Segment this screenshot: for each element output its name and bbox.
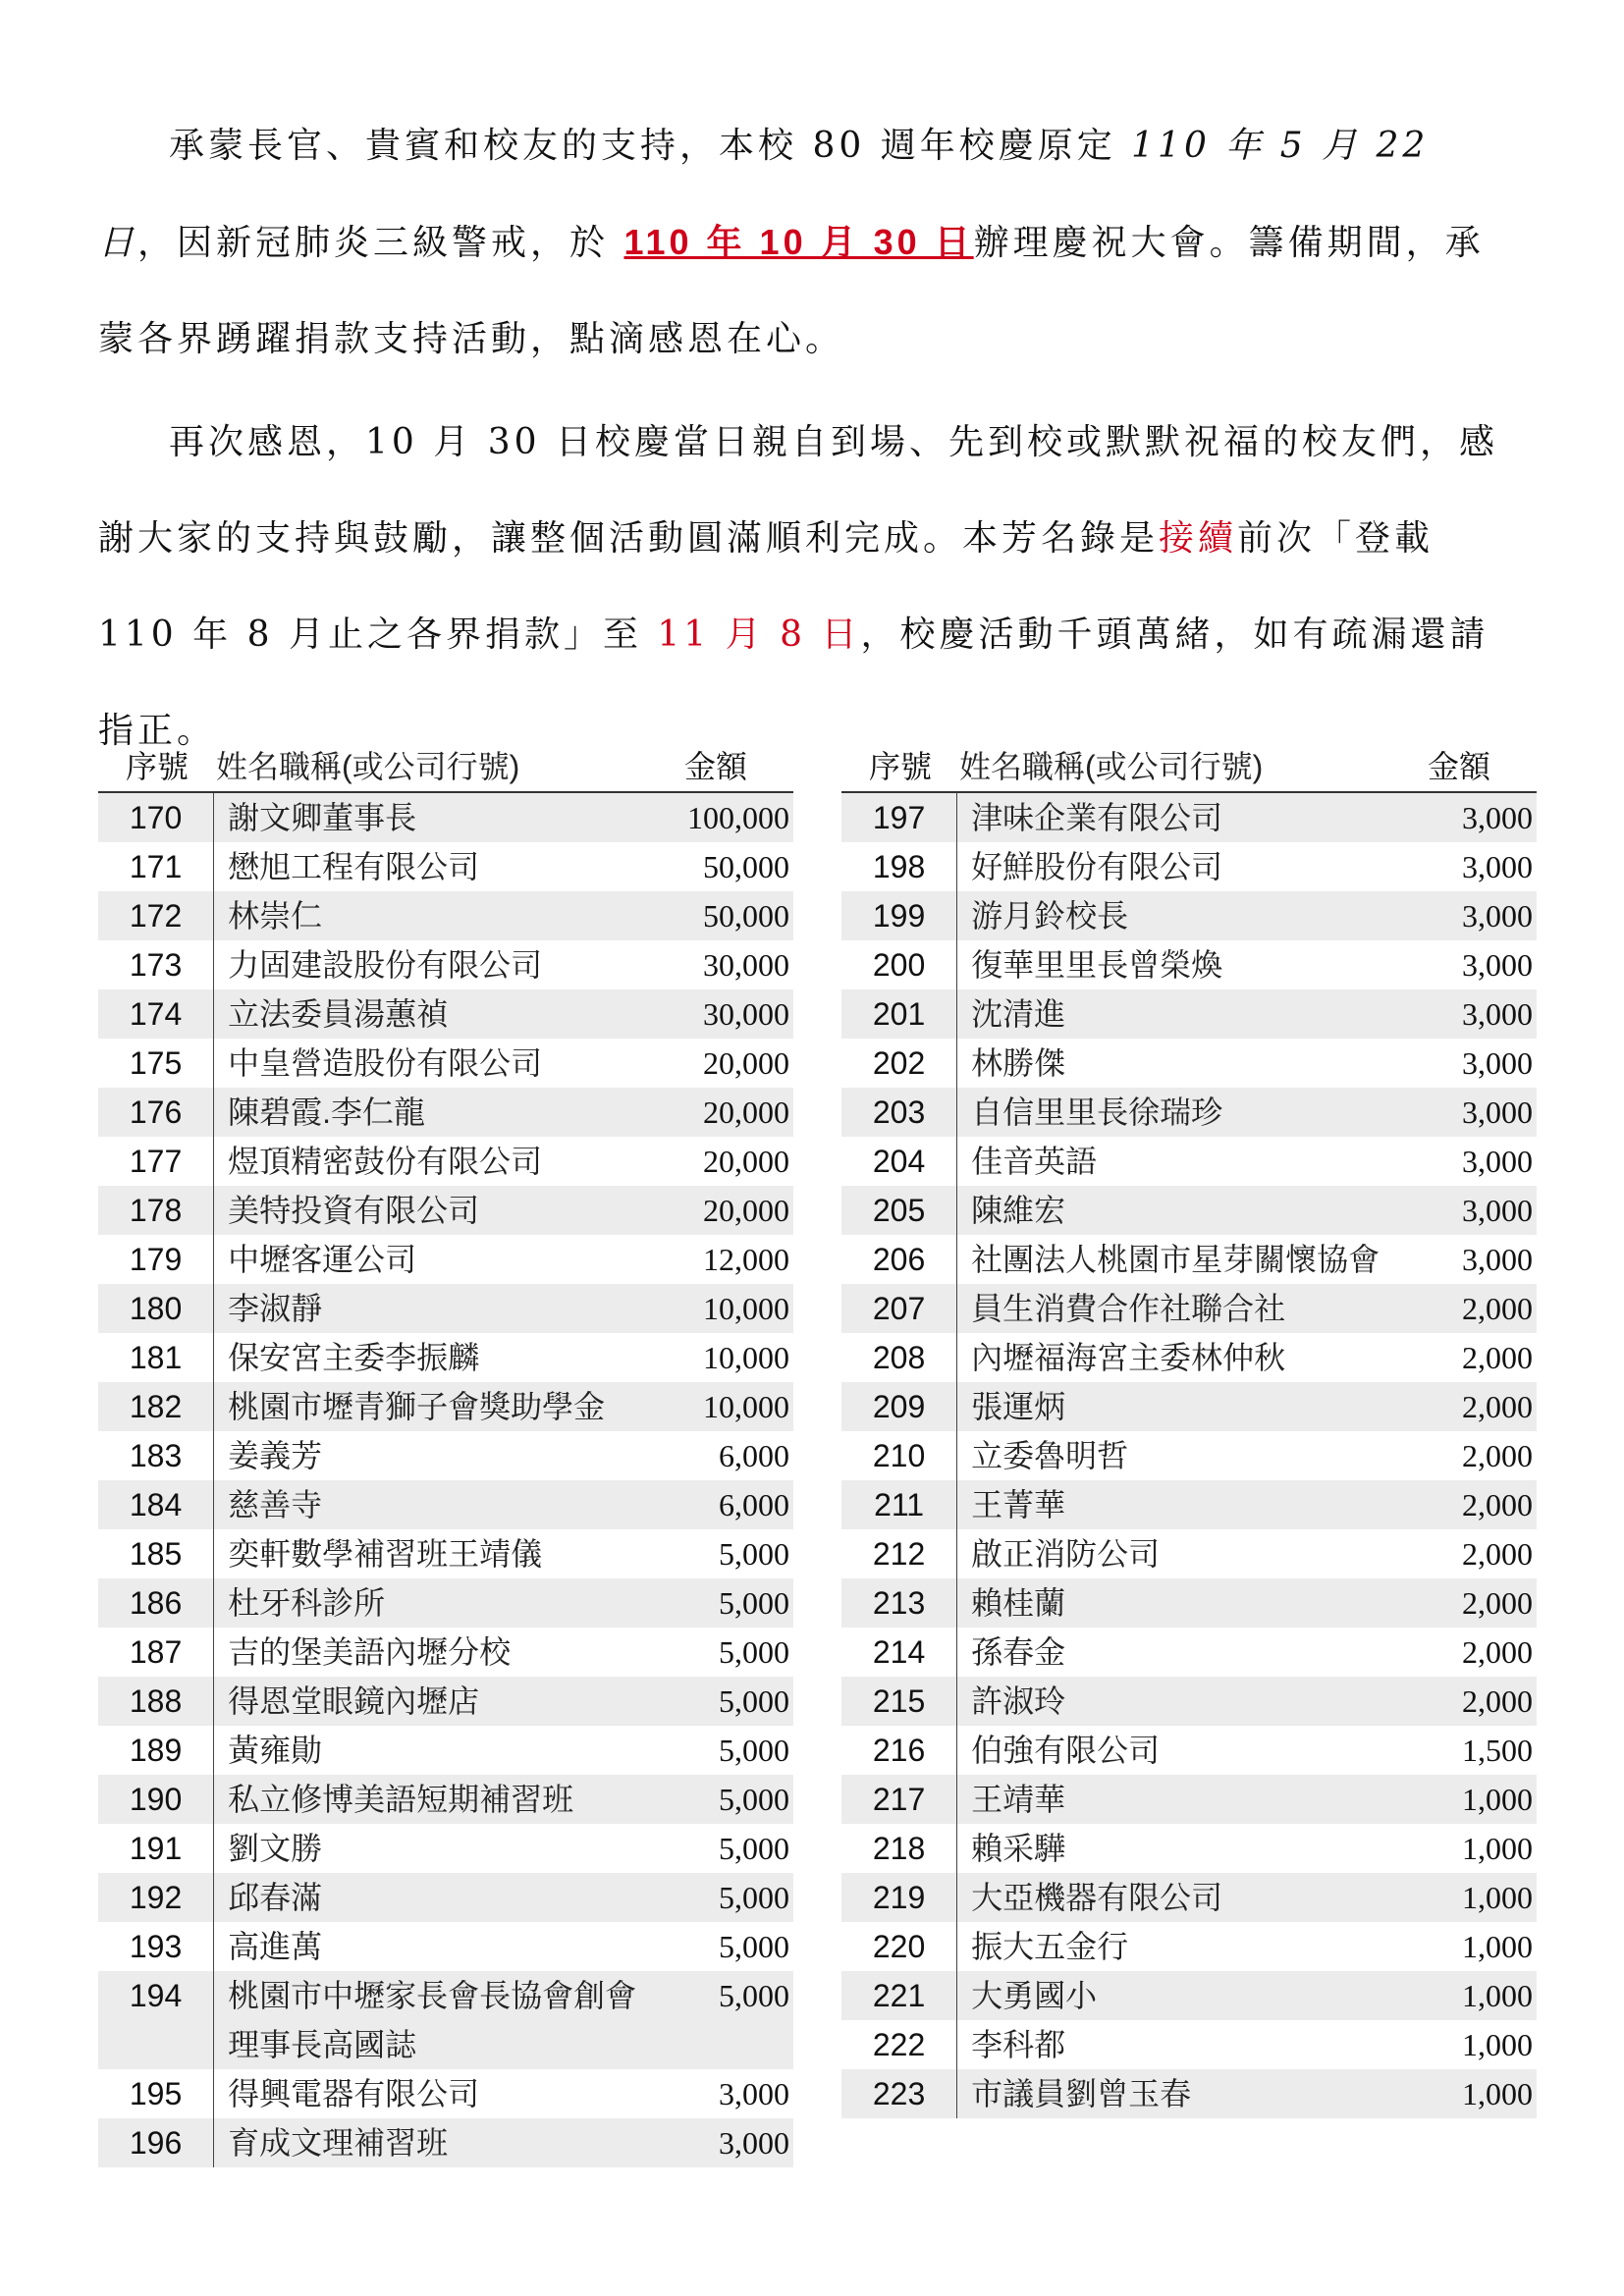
table-row	[841, 1726, 1537, 1775]
table-row	[841, 1137, 1537, 1186]
table-body	[841, 793, 1537, 2118]
table-row	[98, 842, 793, 891]
cell-amount: 50,000	[703, 898, 789, 934]
table-row	[841, 1873, 1537, 1922]
cell-name: 賴采驊	[971, 1831, 1066, 1866]
cell-no: 189	[98, 1726, 214, 1775]
cell-name: 林勝傑	[971, 1045, 1066, 1081]
cell-no: 222	[841, 2020, 957, 2069]
cell-no: 194	[98, 1971, 214, 2069]
cell-no: 211	[841, 1480, 957, 1529]
cell-amount: 5,000	[719, 1683, 789, 1719]
cell-name: 劉文勝	[228, 1831, 323, 1866]
table-row	[841, 1775, 1537, 1824]
table-row	[841, 1039, 1537, 1088]
cell-no: 207	[841, 1284, 957, 1333]
cell-name: 高進萬	[228, 1929, 323, 1964]
cell-name: 美特投資有限公司	[228, 1193, 480, 1228]
cell-amount: 3,000	[719, 2076, 789, 2111]
cell-amount: 3,000	[1462, 1045, 1533, 1081]
cell-name: 黃雍勛	[228, 1733, 323, 1768]
original-date: 110 年 5 月 22 日	[98, 126, 1430, 263]
cell-amount: 10,000	[703, 1340, 789, 1375]
cell-no: 190	[98, 1775, 214, 1824]
cell-no: 202	[841, 1039, 957, 1088]
cell-name: 得興電器有限公司	[228, 2076, 480, 2111]
cell-amount: 3,000	[1462, 1095, 1533, 1130]
cell-no: 173	[98, 940, 214, 989]
table-row	[841, 1578, 1537, 1628]
table-row	[841, 1824, 1537, 1873]
cell-no: 208	[841, 1333, 957, 1382]
cell-amount: 2,000	[1462, 1585, 1533, 1621]
table-row	[841, 1284, 1537, 1333]
cell-name: 自信里里長徐瑞珍	[971, 1095, 1223, 1130]
cell-amount: 5,000	[719, 1929, 789, 1964]
cell-name: 吉的堡美語內壢分校	[228, 1634, 512, 1670]
cell-no: 197	[841, 793, 957, 842]
cell-no: 175	[98, 1039, 214, 1088]
table-row	[841, 1333, 1537, 1382]
cell-name: 復華里里長曾榮煥	[971, 947, 1223, 983]
continuation-highlight: 接續	[1159, 518, 1238, 559]
cell-no: 178	[98, 1186, 214, 1235]
cell-amount: 30,000	[703, 947, 789, 983]
cell-amount: 3,000	[1462, 898, 1533, 934]
cell-amount: 5,000	[719, 1880, 789, 1915]
cell-amount: 2,000	[1462, 1291, 1533, 1326]
event-date-highlight: 110 年 10 月 30 日	[623, 222, 974, 262]
cell-amount: 20,000	[703, 1144, 789, 1179]
cell-name: 邱春滿	[228, 1880, 323, 1915]
table-row	[98, 1382, 793, 1431]
table-row	[98, 1529, 793, 1578]
cell-name: 好鮮股份有限公司	[971, 849, 1223, 884]
donor-table-left	[98, 738, 793, 2167]
cell-amount: 5,000	[719, 1831, 789, 1866]
table-row	[98, 1578, 793, 1628]
header-name: 姓名職稱(或公司行號)	[959, 749, 1264, 784]
header-no: 序號	[868, 749, 932, 784]
cell-amount: 5,000	[719, 1634, 789, 1670]
cell-no: 193	[98, 1922, 214, 1971]
cell-amount: 6,000	[719, 1487, 789, 1522]
cell-amount: 3,000	[1462, 947, 1533, 983]
cell-amount: 30,000	[703, 996, 789, 1032]
cell-amount: 12,000	[703, 1242, 789, 1277]
cell-name: 張運炳	[971, 1389, 1066, 1424]
table-row	[98, 1137, 793, 1186]
cell-no: 219	[841, 1873, 957, 1922]
cell-amount: 20,000	[703, 1045, 789, 1081]
cell-no: 183	[98, 1431, 214, 1480]
table-row	[98, 1088, 793, 1137]
cell-amount: 3,000	[1462, 1193, 1533, 1228]
table-row	[841, 2069, 1537, 2118]
table-row	[98, 793, 793, 842]
table-row	[98, 1873, 793, 1922]
cell-name: 賴桂蘭	[971, 1585, 1066, 1621]
cell-name: 姜義芳	[228, 1438, 323, 1473]
cell-amount: 2,000	[1462, 1487, 1533, 1522]
cell-amount: 1,000	[1462, 1782, 1533, 1817]
cell-name: 大亞機器有限公司	[971, 1880, 1223, 1915]
table-row	[98, 1726, 793, 1775]
cell-name: 謝文卿董事長	[228, 800, 417, 835]
header-amount: 金額	[683, 749, 747, 784]
cell-name: 私立修博美語短期補習班	[228, 1782, 574, 1817]
table-row	[841, 940, 1537, 989]
cell-name: 陳維宏	[971, 1193, 1066, 1228]
table-body	[98, 793, 793, 2167]
cell-name: 桃園市壢青獅子會獎助學金	[228, 1389, 606, 1424]
table-row	[98, 2069, 793, 2118]
cell-amount: 1,000	[1462, 1880, 1533, 1915]
header-name: 姓名職稱(或公司行號)	[216, 749, 520, 784]
cell-no: 204	[841, 1137, 957, 1186]
table-row	[98, 989, 793, 1039]
cell-no: 216	[841, 1726, 957, 1775]
cell-amount: 6,000	[719, 1438, 789, 1473]
table-row	[841, 1088, 1537, 1137]
table-row	[98, 1333, 793, 1382]
cell-name: 懋旭工程有限公司	[228, 849, 480, 884]
cell-no: 215	[841, 1677, 957, 1726]
cell-amount: 5,000	[719, 1585, 789, 1621]
intro-text: 承蒙長官、貴賓和校友的支持，本校 80 週年校慶原定	[169, 126, 1132, 166]
table-row	[98, 1039, 793, 1088]
cell-name: 中皇營造股份有限公司	[228, 1045, 543, 1081]
cell-no: 205	[841, 1186, 957, 1235]
cell-name: 員生消費合作社聯合社	[971, 1291, 1286, 1326]
intro-text: 辦理慶祝大會。籌備期間，承蒙各界踴躍捐款支持活動，點滴感恩在心。	[98, 223, 1485, 359]
cell-amount: 10,000	[703, 1389, 789, 1424]
cell-name: 許淑玲	[971, 1683, 1066, 1719]
cell-no: 214	[841, 1628, 957, 1677]
cell-name: 陳碧霞.李仁龍	[228, 1095, 426, 1130]
cell-amount: 1,000	[1462, 2076, 1533, 2111]
cell-no: 196	[98, 2118, 214, 2167]
table-row	[98, 1775, 793, 1824]
table-header	[841, 738, 1537, 793]
cell-name: 立委魯明哲	[971, 1438, 1129, 1473]
cell-amount: 20,000	[703, 1095, 789, 1130]
cell-amount: 2,000	[1462, 1634, 1533, 1670]
cell-amount: 2,000	[1462, 1438, 1533, 1473]
cell-amount: 3,000	[1462, 800, 1533, 835]
cell-no: 200	[841, 940, 957, 989]
donor-table-right	[841, 738, 1537, 2118]
cell-no: 172	[98, 891, 214, 940]
cell-no: 171	[98, 842, 214, 891]
cell-name: 王靖華	[971, 1782, 1066, 1817]
intro-text: ，校慶活動千頭萬緒，如有疏漏還請指正。	[98, 614, 1489, 751]
cell-no: 192	[98, 1873, 214, 1922]
cell-no: 195	[98, 2069, 214, 2118]
cell-name: 得恩堂眼鏡內壢店	[228, 1683, 480, 1719]
cell-amount: 3,000	[719, 2125, 789, 2161]
cell-no: 206	[841, 1235, 957, 1284]
table-row	[98, 1922, 793, 1971]
table-row	[841, 2020, 1537, 2069]
table-row	[98, 940, 793, 989]
cell-name: 立法委員湯蕙禎	[228, 996, 449, 1032]
cell-name: 王菁華	[971, 1487, 1066, 1522]
cell-amount: 2,000	[1462, 1536, 1533, 1572]
cell-no: 176	[98, 1088, 214, 1137]
cell-name: 大勇國小	[971, 1978, 1098, 2013]
table-row	[98, 1186, 793, 1235]
cell-no: 221	[841, 1971, 957, 2020]
table-row	[841, 891, 1537, 940]
cell-no: 213	[841, 1578, 957, 1628]
cell-no: 184	[98, 1480, 214, 1529]
cell-no: 185	[98, 1529, 214, 1578]
cell-amount: 2,000	[1462, 1683, 1533, 1719]
cell-no: 203	[841, 1088, 957, 1137]
cell-amount: 3,000	[1462, 849, 1533, 884]
table-row	[98, 1628, 793, 1677]
table-row	[841, 1971, 1537, 2020]
intro-text: 再次感恩，10 月 30 日校慶當日親自到場、先到校或默默祝福的校友們，感謝大家的支持與鼓勵，讓整個活動圓滿順利完成。本芳名錄是	[98, 422, 1498, 559]
cell-amount: 5,000	[719, 1978, 789, 2013]
cell-amount: 5,000	[719, 1782, 789, 1817]
cell-amount: 1,000	[1462, 1831, 1533, 1866]
table-row	[98, 1480, 793, 1529]
cell-no: 199	[841, 891, 957, 940]
cell-amount: 1,000	[1462, 2027, 1533, 2062]
cell-amount: 3,000	[1462, 1144, 1533, 1179]
table-row	[841, 1628, 1537, 1677]
cell-no: 177	[98, 1137, 214, 1186]
cell-name: 林崇仁	[228, 898, 323, 934]
cell-amount: 20,000	[703, 1193, 789, 1228]
end-date-highlight: 11 月 8 日	[657, 614, 861, 655]
cell-amount: 1,500	[1462, 1733, 1533, 1768]
cell-name: 煜頂精密鼓份有限公司	[228, 1144, 543, 1179]
cell-no: 209	[841, 1382, 957, 1431]
cell-name: 市議員劉曾玉春	[971, 2076, 1192, 2111]
table-row	[841, 1529, 1537, 1578]
cell-no: 181	[98, 1333, 214, 1382]
intro-paragraph-2	[98, 395, 1522, 779]
header-amount: 金額	[1427, 749, 1490, 784]
cell-name: 保安宮主委李振麟	[228, 1340, 480, 1375]
table-row	[841, 1480, 1537, 1529]
cell-no: 217	[841, 1775, 957, 1824]
table-row	[98, 1971, 793, 2069]
table-row	[841, 842, 1537, 891]
header-no: 序號	[125, 749, 189, 784]
table-row	[98, 891, 793, 940]
table-row	[98, 1431, 793, 1480]
intro-paragraph-1	[98, 98, 1522, 388]
cell-no: 188	[98, 1677, 214, 1726]
table-row	[841, 1382, 1537, 1431]
cell-amount: 1,000	[1462, 1978, 1533, 2013]
table-row	[98, 1824, 793, 1873]
cell-amount: 2,000	[1462, 1389, 1533, 1424]
cell-name: 社團法人桃園市星芽關懷協會	[971, 1242, 1380, 1277]
cell-amount: 2,000	[1462, 1340, 1533, 1375]
cell-name: 津味企業有限公司	[971, 800, 1223, 835]
cell-name: 中壢客運公司	[228, 1242, 417, 1277]
cell-name: 杜牙科診所	[228, 1585, 386, 1621]
table-row	[841, 1922, 1537, 1971]
cell-amount: 5,000	[719, 1733, 789, 1768]
cell-no: 186	[98, 1578, 214, 1628]
intro-text: 前次「登載 110 年 8 月止之各界捐款」至	[98, 518, 1435, 655]
table-row	[841, 1677, 1537, 1726]
cell-name: 李科都	[971, 2027, 1066, 2062]
table-row	[98, 1235, 793, 1284]
cell-no: 179	[98, 1235, 214, 1284]
cell-no: 220	[841, 1922, 957, 1971]
table-row	[98, 2118, 793, 2167]
table-row	[98, 1677, 793, 1726]
cell-name: 李淑靜	[228, 1291, 323, 1326]
cell-amount: 3,000	[1462, 996, 1533, 1032]
table-row	[841, 989, 1537, 1039]
cell-name: 啟正消防公司	[971, 1536, 1161, 1572]
cell-amount: 50,000	[703, 849, 789, 884]
cell-name: 沈清進	[971, 996, 1066, 1032]
cell-no: 182	[98, 1382, 214, 1431]
cell-name: 游月鈴校長	[971, 898, 1129, 934]
cell-name: 孫春金	[971, 1634, 1066, 1670]
cell-no: 223	[841, 2069, 957, 2118]
cell-amount: 100,000	[687, 800, 789, 835]
cell-no: 198	[841, 842, 957, 891]
cell-name: 慈善寺	[228, 1487, 323, 1522]
cell-no: 180	[98, 1284, 214, 1333]
intro-text: ，因新冠肺炎三級警戒，於	[137, 223, 624, 263]
cell-name: 桃園市中壢家長會長協會創會理事長高國誌	[228, 1978, 637, 2062]
cell-no: 212	[841, 1529, 957, 1578]
cell-no: 170	[98, 793, 214, 842]
cell-no: 191	[98, 1824, 214, 1873]
cell-name: 奕軒數學補習班王靖儀	[228, 1536, 543, 1572]
cell-no: 218	[841, 1824, 957, 1873]
cell-amount: 5,000	[719, 1536, 789, 1572]
cell-name: 育成文理補習班	[228, 2125, 449, 2161]
table-row	[841, 1235, 1537, 1284]
cell-name: 佳音英語	[971, 1144, 1098, 1179]
cell-name: 力固建設股份有限公司	[228, 947, 543, 983]
table-row	[841, 1431, 1537, 1480]
cell-no: 210	[841, 1431, 957, 1480]
cell-no: 201	[841, 989, 957, 1039]
table-row	[841, 1186, 1537, 1235]
table-header	[98, 738, 793, 793]
table-row	[841, 793, 1537, 842]
cell-name: 伯強有限公司	[971, 1733, 1161, 1768]
cell-name: 振大五金行	[971, 1929, 1129, 1964]
cell-name: 內壢福海宮主委林仲秋	[971, 1340, 1286, 1375]
table-row	[98, 1284, 793, 1333]
cell-no: 187	[98, 1628, 214, 1677]
cell-no: 174	[98, 989, 214, 1039]
cell-amount: 10,000	[703, 1291, 789, 1326]
cell-amount: 3,000	[1462, 1242, 1533, 1277]
cell-amount: 1,000	[1462, 1929, 1533, 1964]
